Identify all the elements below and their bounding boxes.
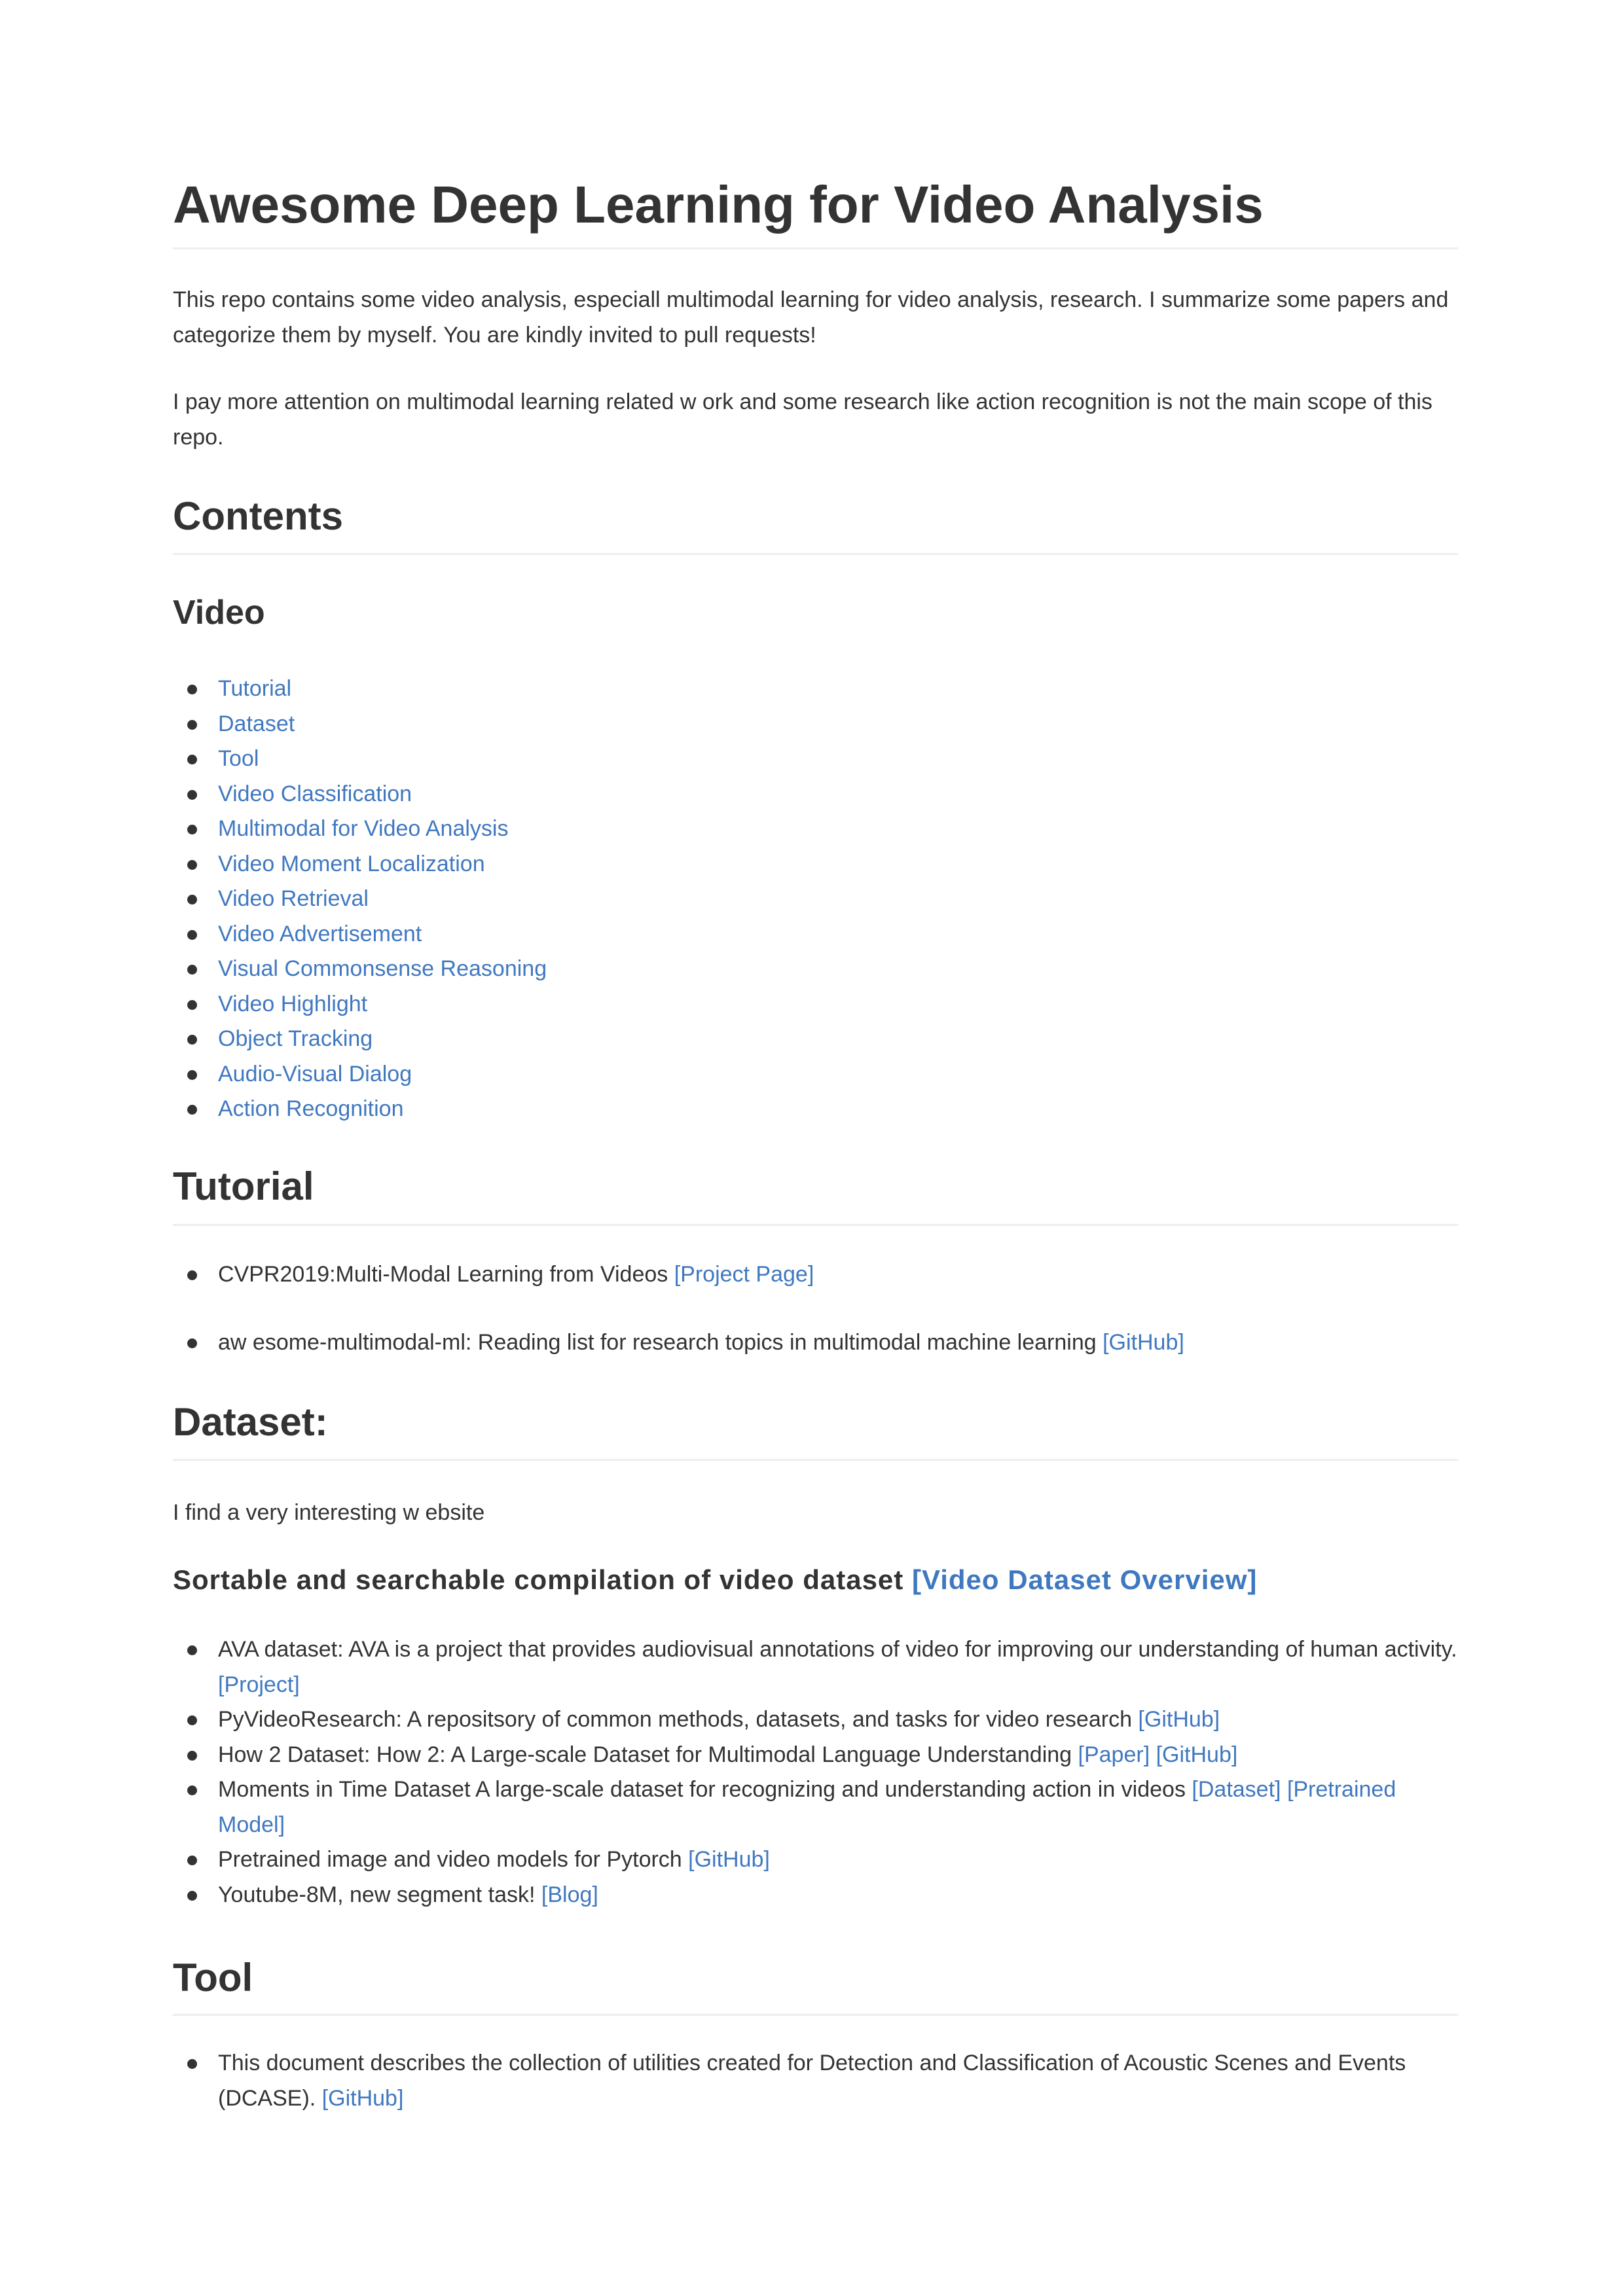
dataset-divider [173, 1459, 1458, 1461]
dataset-subheading [173, 1560, 1257, 1600]
dataset-heading: Dataset: [173, 1400, 328, 1444]
contents-link-visual-commonsense-reasoning[interactable]: Visual Commonsense Reasoning [218, 956, 547, 981]
dataset-list-item [173, 1702, 1458, 1738]
dataset-list-item [173, 1738, 1458, 1773]
contents-item [173, 1057, 1458, 1092]
contents-link-video-advertisement[interactable]: Video Advertisement [218, 921, 422, 946]
tutorial-item-text: CVPR2019:Multi-Modal Learning from Videos [218, 1262, 674, 1287]
dataset-list [173, 1632, 1458, 1912]
dataset-item-text: Youtube-8M, new segment task! [218, 1882, 541, 1907]
dataset-list-item [173, 1632, 1458, 1702]
contents-item [173, 952, 1458, 987]
dataset-list-item [173, 1772, 1458, 1842]
contents-link-tool[interactable]: Tool [218, 746, 259, 771]
dataset-link-github[interactable]: [GitHub] [688, 1847, 770, 1872]
contents-link-video-moment-localization[interactable]: Video Moment Localization [218, 851, 485, 876]
tool-link-github[interactable]: [GitHub] [321, 2085, 404, 2111]
contents-item [173, 707, 1458, 742]
contents-link-dataset[interactable]: Dataset [218, 711, 295, 736]
dataset-item-text: AVA dataset: AVA is a project that provides audiovisual annotations of video for improving our understanding of human activity. [218, 1637, 1457, 1662]
contents-link-video-classification[interactable]: Video Classification [218, 781, 412, 806]
tutorial-link-project-page[interactable]: [Project Page] [674, 1262, 814, 1287]
dataset-link-github[interactable]: [GitHub] [1156, 1742, 1238, 1767]
tool-heading: Tool [173, 1956, 253, 2000]
tutorial-link-github[interactable]: [GitHub] [1103, 1329, 1184, 1355]
contents-item [173, 812, 1458, 847]
contents-item [173, 672, 1458, 707]
tool-divider [173, 2014, 1458, 2016]
contents-item [173, 1092, 1458, 1127]
contents-link-tutorial[interactable]: Tutorial [218, 676, 292, 701]
dataset-list-item [173, 1878, 1458, 1913]
tutorial-divider [173, 1224, 1458, 1226]
intro-paragraph-1: This repo contains some video analysis, especiall multimodal learning for video analysis, research. I summarize some papers and categorize them by myself. You are kindly invited to pull requests! [173, 287, 1449, 348]
contents-item [173, 917, 1458, 952]
contents-link-multimodal-for-video-analysis[interactable]: Multimodal for Video Analysis [218, 816, 509, 841]
dataset-link-dataset[interactable]: [Dataset] [1192, 1777, 1281, 1802]
dataset-item-text: How 2 Dataset: How 2: A Large-scale Dataset for Multimodal Language Understanding [218, 1742, 1078, 1767]
dataset-link-paper[interactable]: [Paper] [1078, 1742, 1150, 1767]
contents-link-video-retrieval[interactable]: Video Retrieval [218, 886, 369, 911]
tutorial-heading: Tutorial [173, 1164, 314, 1208]
video-dataset-overview-link[interactable]: [Video Dataset Overview] [911, 1564, 1258, 1595]
tutorial-item-text: aw esome-multimodal-ml: Reading list for research topics in multimodal machine learning [218, 1329, 1103, 1355]
dataset-link-blog[interactable]: [Blog] [541, 1882, 598, 1907]
contents-list [173, 672, 1458, 1127]
dataset-intro: I find a very interesting w ebsite [173, 1500, 485, 1525]
page-title: Awesome Deep Learning for Video Analysis [173, 175, 1264, 234]
tool-item-text: This document describes the collection of utilities created for Detection and Classification of Acoustic Scenes and Events (DCASE). [218, 2051, 1406, 2111]
contents-divider [173, 553, 1458, 555]
contents-link-video-highlight[interactable]: Video Highlight [218, 991, 368, 1016]
dataset-item-text: PyVideoResearch: A repositsory of common methods, datasets, and tasks for video research [218, 1707, 1139, 1732]
dataset-link-github[interactable]: [GitHub] [1138, 1707, 1220, 1732]
tool-list [173, 2046, 1458, 2116]
tutorial-list [173, 1257, 1458, 1360]
title-divider [173, 247, 1458, 249]
tutorial-list-item [173, 1257, 1458, 1293]
contents-video-heading: Video [173, 594, 265, 632]
contents-heading: Contents [173, 494, 343, 538]
intro-paragraph-2: I pay more attention on multimodal learning related w ork and some research like action recognition is not the main scope of this repo. [173, 389, 1432, 450]
contents-link-action-recognition[interactable]: Action Recognition [218, 1096, 404, 1121]
contents-item [173, 777, 1458, 812]
dataset-list-item [173, 1842, 1458, 1878]
contents-item [173, 882, 1458, 917]
contents-item [173, 847, 1458, 882]
dataset-subheading-text: Sortable and searchable compilation of video dataset [173, 1564, 912, 1595]
dataset-item-text: Pretrained image and video models for Pytorch [218, 1847, 689, 1872]
dataset-link-pretrained-model[interactable]: [Pretrained Model] [218, 1777, 1396, 1837]
dataset-item-text: Moments in Time Dataset A large-scale dataset for recognizing and understanding action in videos [218, 1777, 1192, 1802]
contents-link-audio-visual-dialog[interactable]: Audio-Visual Dialog [218, 1061, 412, 1086]
contents-item [173, 1022, 1458, 1057]
contents-link-object-tracking[interactable]: Object Tracking [218, 1026, 373, 1051]
tool-list-item [173, 2046, 1458, 2116]
contents-item [173, 742, 1458, 777]
contents-item [173, 987, 1458, 1022]
dataset-link-project[interactable]: [Project] [218, 1672, 300, 1697]
tutorial-list-item [173, 1325, 1458, 1361]
